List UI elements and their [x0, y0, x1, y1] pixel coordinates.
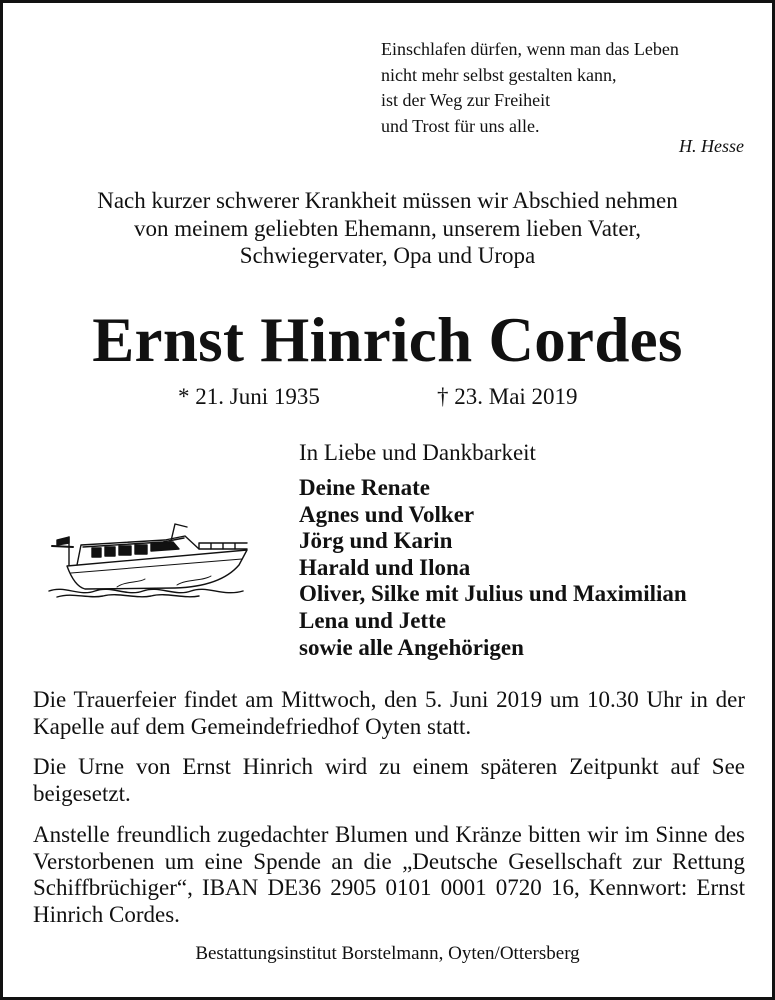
intro-text [3, 187, 772, 270]
family-member: Deine Renate [299, 475, 430, 500]
urn-info: Die Urne von Ernst Hinrich wird zu einem späteren Zeitpunkt auf See beigesetzt. [33, 754, 745, 806]
deceased-name: Ernst Hinrich Cordes [92, 305, 683, 375]
undertaker-name: Bestattungsinstitut Borstelmann, Oyten/Ottersberg [195, 943, 580, 964]
intro-line: Schwiegervater, Opa und Uropa [239, 243, 536, 268]
family-member: Jörg und Karin [299, 528, 453, 554]
family-member: sowie alle Angehörigen [299, 634, 524, 660]
poem-line: und Trost für uns alle. [381, 115, 540, 136]
family-signoff: In Liebe und Dankbarkeit [299, 440, 536, 465]
family-member: Lena und Jette [299, 607, 446, 633]
motor-yacht-icon [47, 521, 251, 599]
donation-info: Anstelle freundlich zugedachter Blumen und Kränze bitten wir im Sinne des Verstorbenen um eine Spende an die „Deutsche Gesellschaft zur Rettung Schiffbrüchiger“, IBAN DE36 2905 0101 0001 0720 16, Kennwort: Ernst Hinrich Cordes. [33, 822, 745, 927]
family-member: Oliver, Silke mit Julius und Maximilian [299, 581, 687, 607]
funeral-info: Die Trauerfeier findet am Mittwoch, den 5. Juni 2019 um 10.30 Uhr in der Kapelle auf dem Gemeindefriedhof Oyten statt. [33, 687, 745, 739]
poem-line: nicht mehr selbst gestalten kann, [381, 64, 617, 85]
poem-line: Einschlafen dürfen, wenn man das Leben [381, 39, 679, 59]
intro-line: von meinem geliebten Ehemann, unserem lieben Vater, [133, 215, 642, 241]
death-date: † 23. Mai 2019 [437, 384, 578, 409]
poem-line: ist der Weg zur Freiheit [381, 90, 551, 110]
poem-quote [381, 37, 679, 139]
family-member: Harald und Ilona [299, 554, 471, 580]
poem-author: H. Hesse [679, 136, 744, 156]
birth-date: * 21. Juni 1935 [178, 384, 320, 409]
family-list [299, 475, 687, 661]
intro-line: Nach kurzer schwerer Krankheit müssen wir Abschied nehmen [97, 188, 678, 213]
family-member: Agnes und Volker [299, 501, 475, 527]
